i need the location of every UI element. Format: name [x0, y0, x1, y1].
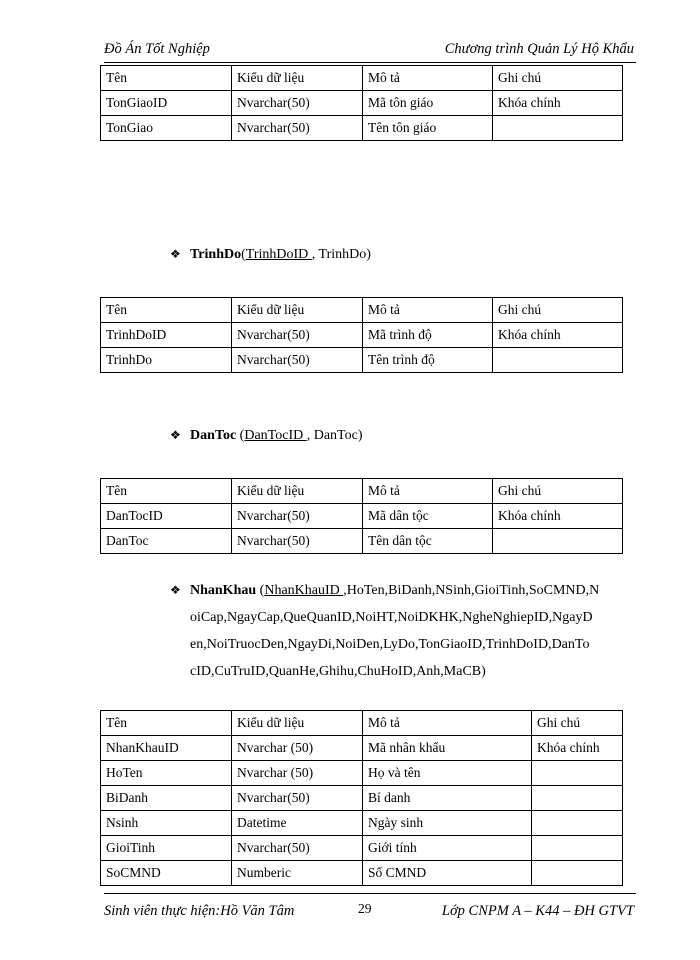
tongiao-table: [100, 65, 623, 141]
column-header: Kiểu dữ liệu: [232, 479, 363, 504]
column-header: Mô tả: [363, 711, 532, 736]
table-row: [101, 91, 623, 116]
table-cell: Khóa chính: [493, 91, 623, 116]
footer-author: Sinh viên thực hiện:Hồ Văn Tâm: [104, 903, 295, 919]
table-cell: [532, 811, 623, 836]
page-footer: [104, 893, 636, 919]
column-header: Tên: [101, 711, 232, 736]
table-cell: BiDanh: [101, 786, 232, 811]
table-cell: Khóa chính: [493, 323, 623, 348]
header-left-title: Đồ Án Tốt Nghiệp: [104, 41, 210, 57]
table-cell: TrinhDoID: [101, 323, 232, 348]
table-cell: NhanKhauID: [101, 736, 232, 761]
table-cell: TonGiao: [101, 116, 232, 141]
table-cell: [493, 529, 623, 554]
trinhdo-table: [100, 297, 623, 373]
table-row: [101, 529, 623, 554]
table-cell: Nvarchar(50): [232, 116, 363, 141]
schema-line-2: oiCap,NgayCap,QueQuanID,NoiHT,NoiDKHK,NgheNghiepID,NgayD: [190, 610, 593, 625]
primary-key: TrinhDoID: [245, 247, 312, 262]
table-cell: [532, 761, 623, 786]
column-header: Ghi chú: [493, 298, 623, 323]
dantoc-heading: ❖ DanToc (DanTocID , DanToc): [170, 428, 363, 443]
table-cell: DanTocID: [101, 504, 232, 529]
entity-name: TrinhDo: [190, 247, 242, 262]
schema-line-3: en,NoiTruocDen,NgayDi,NoiDen,LyDo,TonGiaoID,TrinhDoID,DanTo: [190, 637, 590, 652]
table-cell: Nvarchar (50): [232, 736, 363, 761]
table-cell: Số CMND: [363, 861, 532, 886]
table-cell: [532, 861, 623, 886]
table-cell: Giới tính: [363, 836, 532, 861]
column-header: Ghi chú: [493, 66, 623, 91]
table-cell: Mã dân tộc: [363, 504, 493, 529]
schema-line-4: cID,CuTruID,QuanHe,Ghihu,ChuHoID,Anh,MaCB): [190, 664, 486, 679]
table-cell: HoTen: [101, 761, 232, 786]
column-header: Kiểu dữ liệu: [232, 298, 363, 323]
table-row: [101, 761, 623, 786]
table-cell: Tên trình độ: [363, 348, 493, 373]
table-cell: Nvarchar(50): [232, 836, 363, 861]
column-header: Kiểu dữ liệu: [232, 66, 363, 91]
column-header: Mô tả: [363, 66, 493, 91]
primary-key: DanTocID: [244, 428, 307, 443]
table-cell: [493, 348, 623, 373]
table-cell: Mã trình độ: [363, 323, 493, 348]
table-cell: Tên dân tộc: [363, 529, 493, 554]
nhankhau-table: [100, 710, 623, 886]
schema-line-1: ,HoTen,BiDanh,NSinh,GioiTinh,SoCMND,N: [343, 583, 600, 598]
header-right-title: Chương trình Quản Lý Hộ Khẩu: [444, 41, 634, 57]
table-cell: DanToc: [101, 529, 232, 554]
table-cell: Nvarchar(50): [232, 323, 363, 348]
table-header-row: [101, 479, 623, 504]
table-cell: Bí danh: [363, 786, 532, 811]
entity-name: DanToc: [190, 428, 237, 443]
table-row: [101, 116, 623, 141]
table-row: [101, 861, 623, 886]
table-cell: [532, 786, 623, 811]
trinhdo-heading: ❖ TrinhDo(TrinhDoID , TrinhDo): [170, 247, 371, 262]
heading-attributes: , TrinhDo): [311, 247, 371, 262]
table-cell: Nsinh: [101, 811, 232, 836]
table-row: [101, 323, 623, 348]
table-cell: GioiTinh: [101, 836, 232, 861]
table-cell: Nvarchar(50): [232, 348, 363, 373]
footer-class: Lớp CNPM A – K44 – ĐH GTVT: [441, 903, 634, 919]
page-header: [104, 40, 636, 63]
table-cell: [493, 116, 623, 141]
column-header: Ghi chú: [493, 479, 623, 504]
table-cell: Datetime: [232, 811, 363, 836]
column-header: Mô tả: [363, 479, 493, 504]
table-row: [101, 836, 623, 861]
table-cell: Ngày sinh: [363, 811, 532, 836]
table-cell: Khóa chính: [532, 736, 623, 761]
table-cell: Họ và tên: [363, 761, 532, 786]
table-cell: SoCMND: [101, 861, 232, 886]
table-header-row: [101, 298, 623, 323]
column-header: Tên: [101, 479, 232, 504]
primary-key: NhanKhauID: [264, 583, 344, 598]
diamond-bullet-icon: ❖: [170, 583, 181, 597]
table-cell: Nvarchar(50): [232, 91, 363, 116]
heading-attributes: , DanToc): [306, 428, 363, 443]
table-header-row: [101, 711, 623, 736]
dantoc-table: [100, 478, 623, 554]
column-header: Ghi chú: [532, 711, 623, 736]
table-cell: Nvarchar (50): [232, 761, 363, 786]
diamond-bullet-icon: ❖: [170, 247, 181, 261]
table-row: [101, 504, 623, 529]
table-row: [101, 348, 623, 373]
table-cell: Khóa chính: [493, 504, 623, 529]
table-row: [101, 786, 623, 811]
table-cell: [532, 836, 623, 861]
column-header: Mô tả: [363, 298, 493, 323]
table-cell: Nvarchar(50): [232, 786, 363, 811]
table-header-row: [101, 66, 623, 91]
table-cell: Mã nhân khẩu: [363, 736, 532, 761]
column-header: Tên: [101, 298, 232, 323]
table-cell: Tên tôn giáo: [363, 116, 493, 141]
table-cell: Numberic: [232, 861, 363, 886]
nhankhau-schema-paragraph: ❖ NhanKhau (NhanKhauID ,HoTen,BiDanh,NSinh,GioiTinh,SoCMND,N oiCap,NgayCap,QueQuanID,NoiHT,NoiDKHK,NgheNghiepID,NgayD en,NoiTruocDen,NgayDi,NoiDen,LyDo,TonGiaoID,TrinhDoID,DanTo cID,CuTruID,QuanHe,Ghihu,ChuHoID,Anh,MaCB): [170, 577, 630, 685]
table-row: [101, 736, 623, 761]
column-header: Kiểu dữ liệu: [232, 711, 363, 736]
diamond-bullet-icon: ❖: [170, 428, 181, 442]
page-number: 29: [358, 901, 372, 916]
table-cell: Nvarchar(50): [232, 504, 363, 529]
column-header: Tên: [101, 66, 232, 91]
entity-name: NhanKhau: [190, 583, 257, 598]
table-cell: Mã tôn giáo: [363, 91, 493, 116]
table-cell: Nvarchar(50): [232, 529, 363, 554]
table-cell: TonGiaoID: [101, 91, 232, 116]
table-cell: TrinhDo: [101, 348, 232, 373]
table-row: [101, 811, 623, 836]
